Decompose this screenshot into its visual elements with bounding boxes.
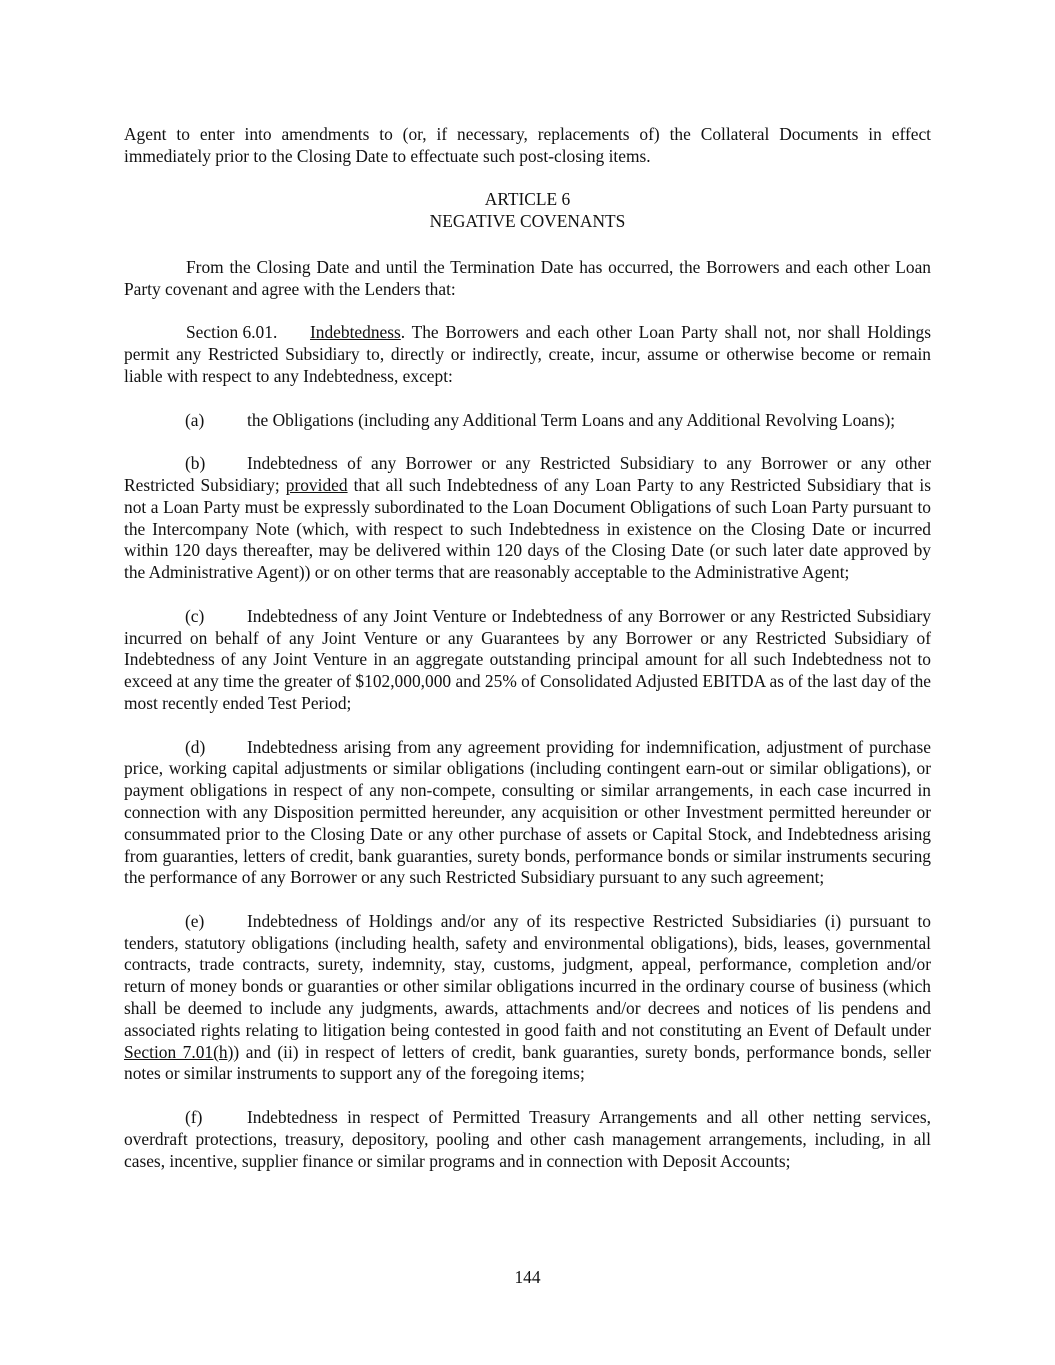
clause-e-label: (e): [185, 910, 205, 931]
clause-a-text: the Obligations (including any Additional Term Loans and any Additional Revolving Loans);: [247, 409, 896, 430]
clause-b-text-1: Indebtedness of any Borrower or any Restricted Subsidiary to any Borrower or any other Restricted Subsidiary;: [124, 453, 931, 495]
section-label: Section 6.01.: [186, 322, 278, 343]
clause-e-section-reference: Section 7.01(h): [124, 1041, 234, 1062]
intro-paragraph: Agent to enter into amendments to (or, if necessary, replacements of) the Collateral Documents in effect immediately prior to the Closing Date to effectuate such post-closing items.: [124, 124, 931, 166]
clause-c-label: (c): [185, 605, 205, 626]
page-number: 144: [514, 1267, 541, 1287]
clause-e-text-2: ) and (ii) in respect of letters of credit, bank guaranties, surety bonds, performance bonds, seller notes or similar instruments to support any of the foregoing items;: [124, 1041, 931, 1084]
clause-d: [124, 737, 931, 890]
clause-e: [124, 911, 931, 1085]
clause-b-label: (b): [185, 453, 206, 474]
clause-b-provided: provided: [285, 474, 348, 495]
clause-b-text-2: that all such Indebtedness of any Loan Party to any Restricted Subsidiary that is not a Loan Party must be expressly subordinated to the Loan Document Obligations of such Loan Party pursuant to the Intercompany Note (which, with respect to such Indebtedness in existence on the Closing Date or incurred within 120 days thereafter, may be delivered within 120 days of the Closing Date (or such later date approved by the Administrative Agent)) or on other terms that are reasonably acceptable to the Administrative Agent;: [124, 474, 931, 583]
preamble-paragraph: From the Closing Date and until the Termination Date has occurred, the Borrowers and each other Loan Party covenant and agree with the Lenders that:: [124, 256, 931, 299]
clause-c-text: Indebtedness of any Joint Venture or Indebtedness of any Borrower or any Restricted Subsidiary incurred on behalf of any Joint Venture or any Guarantees by any Borrower or any Restricted Subsidiary of Indebtedness of any Joint Venture in an aggregate outstanding principal amount for all such Indebtedness not to exceed at any time the greater of $102,000,000 and 25% of Consolidated Adjusted EBITDA as of the last day of the most recently ended Test Period;: [124, 605, 931, 713]
article-number: ARTICLE 6: [484, 189, 571, 210]
section-text: . The Borrowers and each other Loan Party shall not, nor shall Holdings permit any Restricted Subsidiary to, directly or indirectly, create, incur, assume or otherwise become or remain liable with respect to any Indebtedness, except:: [124, 322, 931, 386]
clause-d-label: (d): [185, 736, 206, 757]
article-title: NEGATIVE COVENANTS: [429, 211, 626, 232]
clause-d-text: Indebtedness arising from any agreement providing for indemnification, adjustment of purchase price, working capital adjustments or similar obligations (including contingent earn-out or similar obligations), or payment obligations in respect of any non-compete, consulting or similar arrangements, in each case incurred in connection with any Disposition permitted hereunder, any acquisition or other Investment permitted hereunder or consummated prior to the Closing Date or any other purchase of assets or Capital Stock, and Indebtedness arising from guaranties, letters of credit, bank guaranties, surety bonds, performance bonds or similar instruments securing the performance of any Borrower or any such Restricted Subsidiary pursuant to any such agreement;: [124, 736, 931, 888]
clause-b: [124, 453, 931, 584]
clause-f-label: (f): [185, 1107, 203, 1128]
clause-f-text: Indebtedness in respect of Permitted Treasury Arrangements and all other netting services, overdraft protections, treasury, depository, pooling and other cash management arrangements, including, in all cases, incentive, supplier finance or similar programs and in connection with Deposit Accounts;: [124, 1107, 931, 1171]
clause-c: [124, 606, 931, 715]
clause-a-label: (a): [185, 409, 205, 430]
clause-f: [124, 1107, 931, 1172]
section-6-01-paragraph: [124, 322, 931, 387]
section-heading: Indebtedness: [310, 322, 401, 343]
clause-a: [124, 410, 931, 432]
clause-e-text-1: Indebtedness of Holdings and/or any of its respective Restricted Subsidiaries (i) pursuant to tenders, statutory obligations (including health, safety and environmental obligations), bids, leases, governmental contracts, trade contracts, surety, indemnity, stay, customs, judgment, appeal, performance, completion and/or return of money bonds or guaranties or other similar obligations incurred in the ordinary course of business (which shall be deemed to include any judgments, awards, attachments and/or decrees and notices of lis pendens and associated rights relating to litigation being contested in good faith and not constituting an Event of Default under: [124, 910, 931, 1040]
